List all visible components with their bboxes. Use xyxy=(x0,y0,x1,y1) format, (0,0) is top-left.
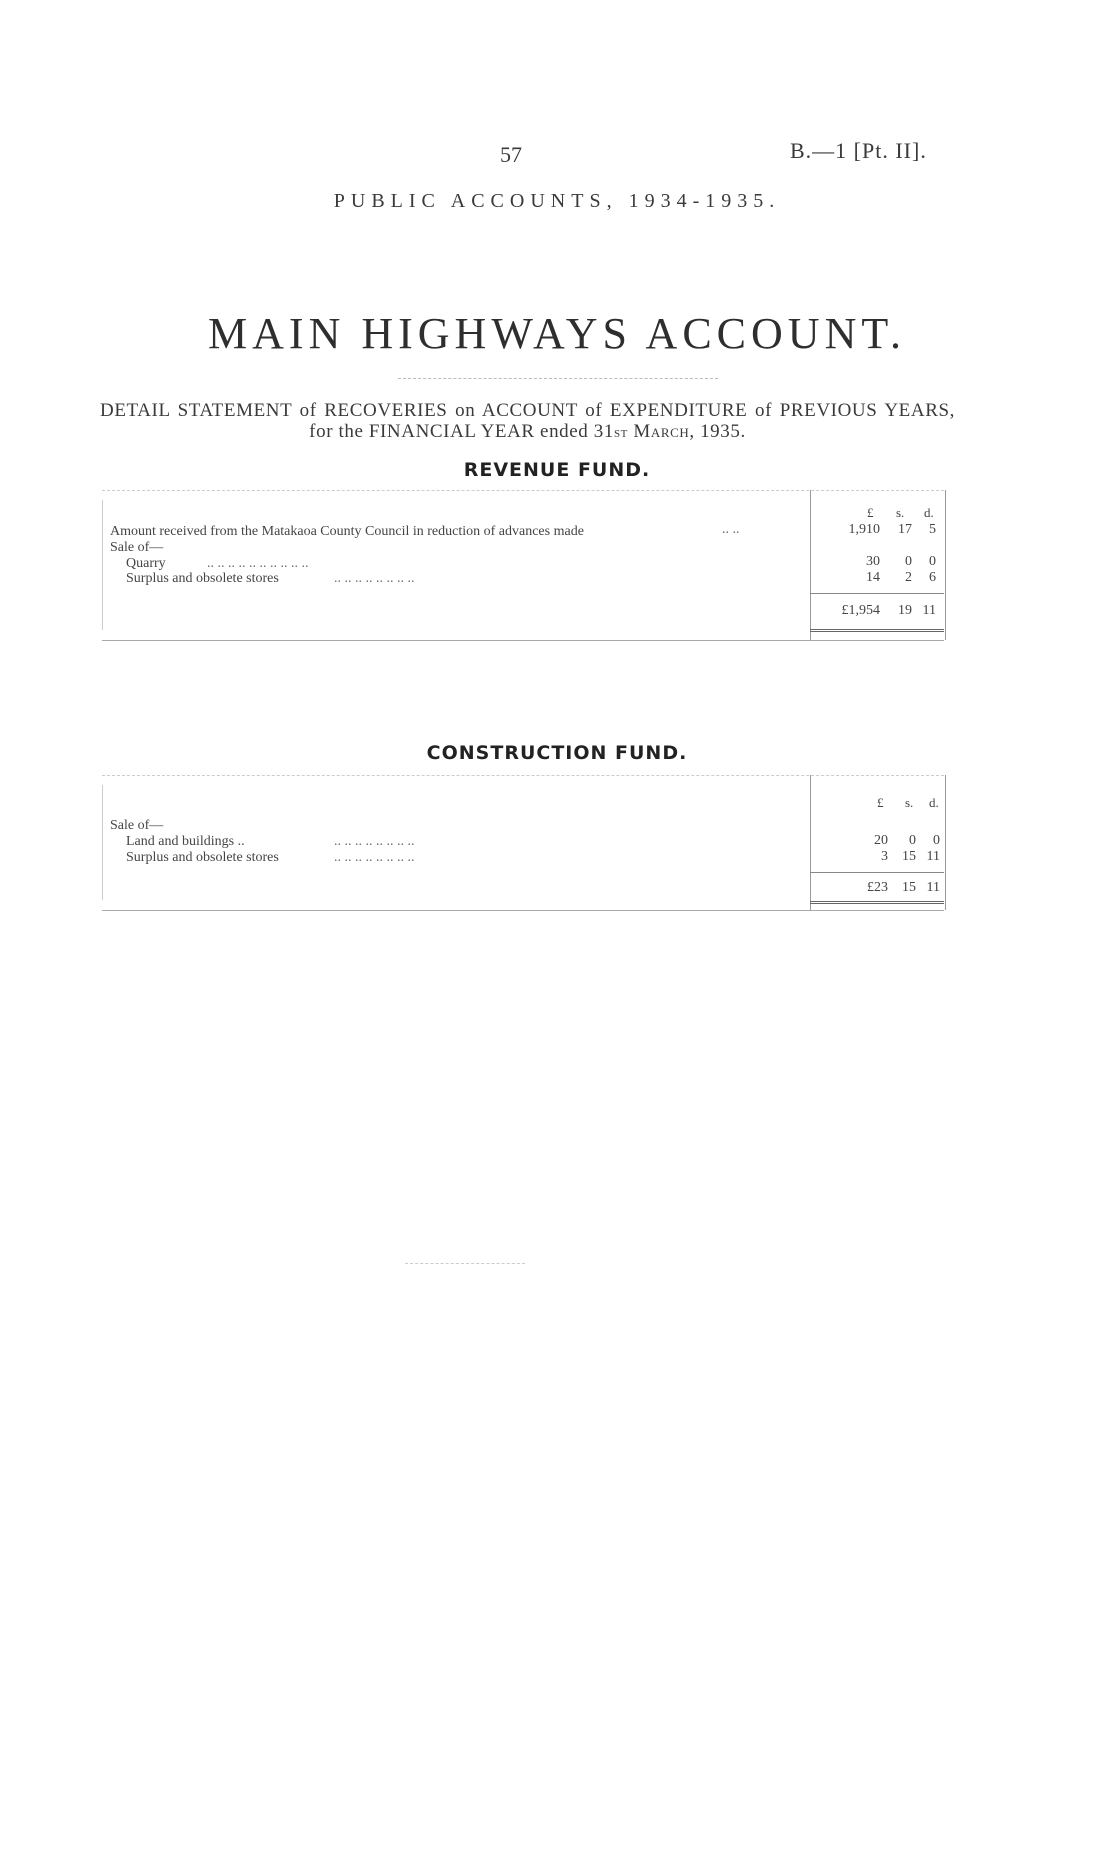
construction-fund-table xyxy=(102,775,944,911)
shillings-header: s. xyxy=(896,505,905,520)
row-pence: 0 xyxy=(929,554,936,569)
dot-leaders: .. .. .. .. .. .. .. .. xyxy=(334,834,415,849)
row-shillings: 17 xyxy=(898,522,912,537)
construction-fund-heading: CONSTRUCTION FUND. xyxy=(426,742,688,764)
table-left-edge xyxy=(102,500,103,630)
row-pounds: 1,910 xyxy=(848,522,880,537)
row-pounds: 14 xyxy=(866,570,880,585)
row-pence: 11 xyxy=(926,849,940,864)
statement-subtitle xyxy=(100,400,955,444)
row-pence: 0 xyxy=(933,833,940,848)
subtitle-year: , 1935. xyxy=(689,421,746,442)
pence-header: d. xyxy=(924,505,934,520)
row-pounds: 30 xyxy=(866,554,880,569)
dot-leaders: .. .. .. .. .. .. .. .. xyxy=(334,850,415,865)
row-label: Surplus and obsolete stores xyxy=(126,571,279,586)
subtitle-ordinal: st xyxy=(613,425,628,441)
dot-leaders: .. .. xyxy=(722,522,740,537)
total-pounds: £23 xyxy=(867,880,888,895)
total-pence: 11 xyxy=(922,603,936,618)
page-title: MAIN HIGHWAYS ACCOUNT. xyxy=(208,309,906,358)
table-left-edge xyxy=(102,785,103,900)
subtitle-text: DETAIL STATEMENT of RECOVERIES on ACCOUNT of EXPENDITURE of PREVIOUS YEARS, for the FINANCIAL YEAR ended 31 xyxy=(100,400,955,442)
shillings-header: s. xyxy=(905,795,914,810)
row-label: Quarry xyxy=(126,556,166,571)
row-pence: 6 xyxy=(929,570,936,585)
total-shillings: 15 xyxy=(902,880,916,895)
row-shillings: 0 xyxy=(909,833,916,848)
row-pounds: 3 xyxy=(881,849,888,864)
dot-leaders: .. .. .. .. .. .. .. .. xyxy=(334,571,415,586)
row-label: Sale of— xyxy=(110,818,164,833)
row-shillings: 2 xyxy=(905,570,912,585)
pence-header: d. xyxy=(929,795,939,810)
revenue-fund-table xyxy=(102,490,944,641)
running-head: PUBLIC ACCOUNTS, 1934-1935. xyxy=(333,190,781,212)
footer-divider xyxy=(405,1263,525,1264)
row-shillings: 0 xyxy=(905,554,912,569)
row-pounds: 20 xyxy=(874,833,888,848)
revenue-fund-heading: REVENUE FUND. xyxy=(463,459,651,481)
total-shillings: 19 xyxy=(898,603,912,618)
total-pounds: £1,954 xyxy=(841,603,880,618)
document-reference: B.—1 [Pt. II]. xyxy=(790,138,927,163)
title-divider xyxy=(398,378,718,379)
row-pence: 5 xyxy=(929,522,936,537)
row-shillings: 15 xyxy=(902,849,916,864)
row-label: Sale of— xyxy=(110,540,164,555)
total-pence: 11 xyxy=(926,880,940,895)
row-label: Land and buildings .. xyxy=(126,834,245,849)
row-label: Amount received from the Matakaoa County Council in reduction of advances made xyxy=(110,524,584,539)
subtitle-month: March xyxy=(628,421,690,442)
total-double-rule xyxy=(810,629,944,632)
row-label: Surplus and obsolete stores xyxy=(126,850,279,865)
total-double-rule xyxy=(810,901,944,904)
subtotal-rule xyxy=(810,872,944,873)
subtotal-rule xyxy=(810,593,944,594)
pounds-header: £ xyxy=(867,505,874,520)
pounds-header: £ xyxy=(877,795,884,810)
dot-leaders: .. .. .. .. .. .. .. .. .. .. xyxy=(207,556,309,571)
page-number: 57 xyxy=(500,142,522,167)
